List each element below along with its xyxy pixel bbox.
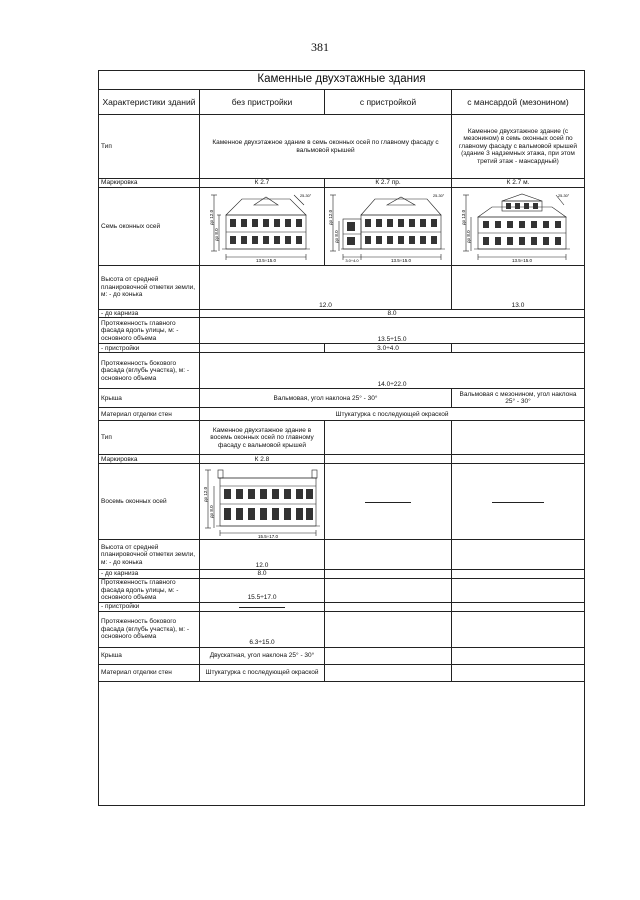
k27m-angle: 25-30°	[558, 193, 570, 198]
roof-label: Крыша	[99, 389, 200, 408]
empty-footer-row	[99, 681, 585, 805]
main-length-label: Протяженность главного фасада вдоль улицы, м: - основного объема	[99, 318, 200, 344]
building-k27-drawing	[206, 191, 318, 263]
k27pr-height-cornice: до 8.0	[334, 229, 339, 243]
page-number: 381	[311, 40, 329, 54]
type2-main: Каменное двухэтажное здание в восемь оконных осей по главному фасаду с вальмовой крышей	[200, 421, 325, 455]
header-characteristics: Характеристики зданий	[99, 90, 200, 115]
extension-length: 3.0÷4.0	[325, 344, 452, 353]
blank-line	[492, 502, 544, 503]
k27pr-width: 13.5÷15.0	[391, 257, 411, 263]
type-main: Каменное двухэтажное здание в семь оконных осей по главному фасаду с вальмовой крышей	[200, 115, 452, 179]
table-title: Каменные двухэтажные здания	[99, 71, 585, 90]
k27-height-cornice: до 8.0	[214, 227, 219, 241]
side-length2-label: Протяженность бокового фасада (вглубь участка), м: - основного объема	[99, 611, 200, 647]
mark-k27m: К 2.7 м.	[452, 179, 585, 188]
k27m-height-cornice: до 8.0	[466, 229, 471, 243]
height-label: Высота от средней планировочной отметки земли, м: - до конька	[99, 266, 200, 310]
mark-k27: К 2.7	[200, 179, 325, 188]
k28-height-ridge: до 12.0	[203, 486, 208, 502]
cornice2-value: 8.0	[200, 570, 325, 578]
building-k27m-drawing	[458, 191, 578, 263]
side-length-label: Протяженность бокового фасада (вглубь участка), м: - основного объема	[99, 353, 200, 389]
height2-ridge: 12.0	[200, 540, 325, 570]
k27pr-width-ext: 3.0÷4.0	[345, 257, 359, 263]
cornice2-label: - до карниза	[99, 570, 200, 578]
main-length2-label: Протяженность главного фасада вдоль улицы, м: - основного объема	[99, 578, 200, 602]
blank-line	[239, 607, 285, 608]
drawing-k27pr	[325, 188, 452, 266]
k28-height-cornice: до 8.0	[209, 505, 214, 518]
roof-mansard: Вальмовая с мезонином, угол наклона 25° - 30°	[452, 389, 585, 408]
building-k27pr-drawing	[329, 191, 447, 263]
main-length2: 15.5÷17.0	[200, 578, 325, 602]
roof2-label: Крыша	[99, 647, 200, 664]
axes2-label: Восемь оконных осей	[99, 464, 200, 540]
side-length: 14.0÷22.0	[200, 353, 585, 389]
height-ridge-mansard: 13.0	[452, 266, 585, 310]
k27-angle: 25-30°	[300, 193, 312, 198]
cornice-label: - до карниза	[99, 310, 200, 318]
k27m-height-ridge: до 13.0	[461, 209, 466, 225]
roof2-value: Двускатная, угол наклона 25° - 30°	[200, 647, 325, 664]
k28-width: 15.5÷17.0	[258, 533, 278, 539]
extension2-label: - пристройки	[99, 602, 200, 611]
blank-line	[365, 502, 411, 503]
k27pr-angle: 25-30°	[433, 193, 445, 198]
header-no-extension: без пристройки	[200, 90, 325, 115]
k27m-width: 13.5÷15.0	[512, 257, 532, 263]
drawing-k28	[200, 464, 325, 540]
material2-value: Штукатурка с последующей окраской	[200, 664, 325, 681]
type2-label: Тип	[99, 421, 200, 455]
height2-label: Высота от средней планировочной отметки земли, м: - до конька	[99, 540, 200, 570]
side-length2: 6.3÷15.0	[200, 611, 325, 647]
header-with-mansard: с мансардой (мезонином)	[452, 90, 585, 115]
type-label: Тип	[99, 115, 200, 179]
buildings-table	[98, 70, 585, 806]
drawing-k27	[200, 188, 325, 266]
mark-k27pr: К 2.7 пр.	[325, 179, 452, 188]
material-label: Материал отделки стен	[99, 408, 200, 421]
cornice-value: 8.0	[200, 310, 585, 318]
k27-height-ridge: до 12.0	[209, 209, 214, 225]
roof-main: Вальмовая, угол наклона 25° - 30°	[200, 389, 452, 408]
extension-label: - пристройки	[99, 344, 200, 353]
k27pr-height-ridge: до 12.0	[328, 209, 333, 225]
drawing-k27m	[452, 188, 585, 266]
axes-label: Семь оконных осей	[99, 188, 200, 266]
mark-k28: К 2.8	[200, 455, 325, 464]
building-k28-drawing	[202, 466, 322, 538]
height-ridge: 12.0	[200, 266, 452, 310]
material2-label: Материал отделки стен	[99, 664, 200, 681]
k27-width: 13.5÷15.0	[256, 257, 276, 263]
marking2-label: Маркировка	[99, 455, 200, 464]
main-length: 13.5÷15.0	[200, 318, 585, 344]
type-mansard: Каменное двухэтажное здание (с мезонином) в семь оконных осей по главному фасаду с вальмовой крышей (здание 3 надземных этажа, при этом третий этаж - мансардный)	[452, 115, 585, 179]
header-with-extension: с пристройкой	[325, 90, 452, 115]
material-value: Штукатурка с последующей окраской	[200, 408, 585, 421]
marking-label: Маркировка	[99, 179, 200, 188]
